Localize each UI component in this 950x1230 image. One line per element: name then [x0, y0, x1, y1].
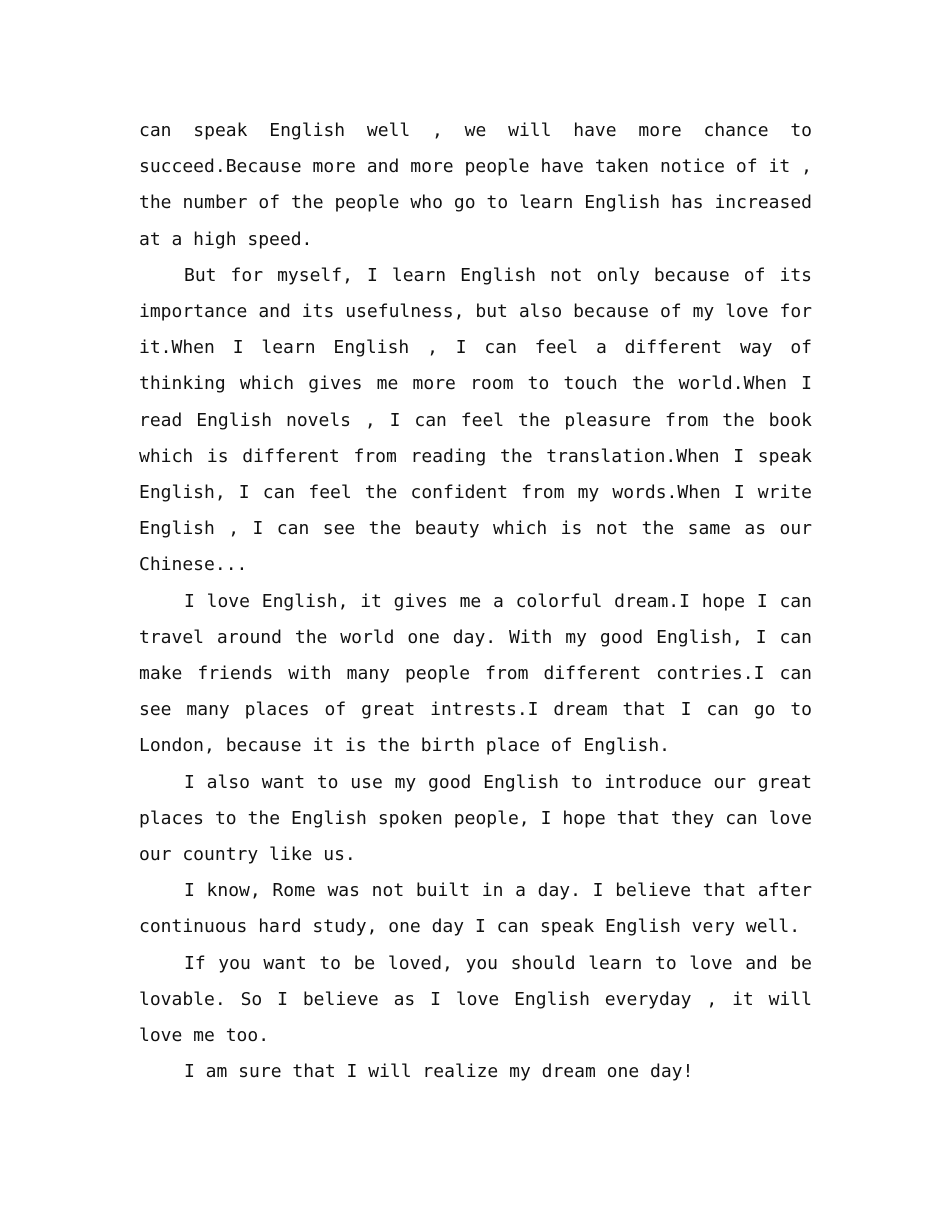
document-body [139, 113, 812, 1090]
paragraph-5: I know, Rome was not built in a day. I believe that after continuous hard study, one day I can speak English very well. [139, 880, 812, 938]
paragraph-1: can speak English well , we will have more chance to succeed.Because more and more people have taken notice of it , the number of the people who go to learn English has increased at a high speed. [139, 120, 812, 250]
paragraph-7: I am sure that I will realize my dream one day! [184, 1061, 694, 1083]
paragraph-2: But for myself, I learn English not only because of its importance and its usefulness, but also because of my love for it.When I learn English , I can feel a different way of thinking which gives me more room to touch the world.When I read English novels , I can feel the pleasure from the book which is different from reading the translation.When I speak English, I can feel the confident from my words.When I write English , I can see the beauty which is not the same as our Chinese... [139, 264, 812, 576]
paragraph-6: If you want to be loved, you should learn to love and be lovable. So I believe as I love English everyday , it will love me too. [139, 952, 812, 1047]
paragraph-3: I love English, it gives me a colorful dream.I hope I can travel around the world one day. With my good English, I can make friends with many people from different contries.I can see many places of great intrests.I dream that I can go to London, because it is the birth place of English. [139, 590, 812, 757]
paragraph-4: I also want to use my good English to introduce our great places to the English spoken people, I hope that they can love our country like us. [139, 771, 812, 866]
